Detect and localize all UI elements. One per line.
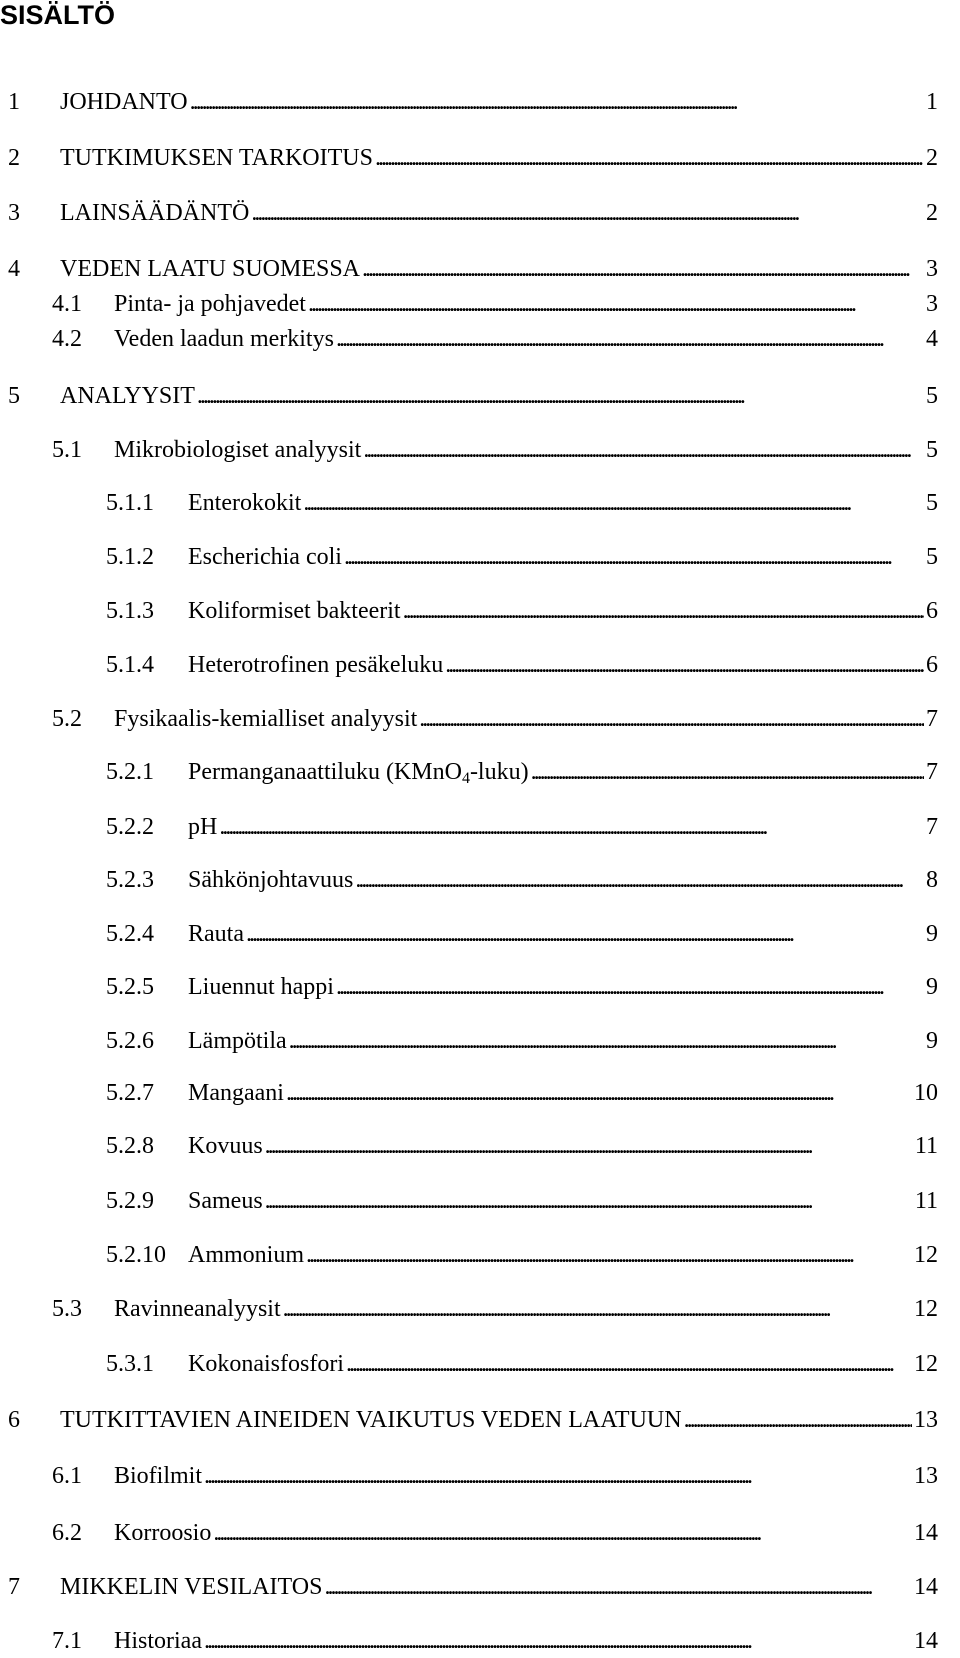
- toc-entry-number: 6: [8, 1407, 20, 1433]
- toc-entry-number: 2: [8, 145, 20, 171]
- toc-entry-label: Biofilmit: [114, 1463, 203, 1489]
- toc-entry[interactable]: [8, 379, 938, 413]
- dot-leader: [336, 322, 924, 356]
- toc-entry-label: Escherichia coli: [188, 544, 342, 570]
- dot-leader: [283, 1292, 912, 1326]
- dot-leader: [403, 594, 924, 628]
- toc-entry-label: TUTKIMUKSEN TARKOITUS: [60, 145, 373, 171]
- dot-leader: [289, 1024, 924, 1058]
- toc-entry[interactable]: [106, 810, 938, 844]
- toc-entry-label: Mikrobiologiset analyysit: [114, 437, 362, 463]
- toc-entry[interactable]: [106, 1347, 938, 1381]
- dot-leader: [303, 486, 924, 520]
- toc-entry-label: TUTKITTAVIEN AINEIDEN VAIKUTUS VEDEN LAATUUN: [60, 1407, 682, 1433]
- toc-entry-label: Fysikaalis-kemialliset analyysit: [114, 706, 418, 732]
- toc-entry[interactable]: [106, 648, 938, 682]
- dot-leader: [308, 287, 924, 321]
- toc-entry-page-number: 2: [926, 145, 938, 171]
- toc-entry[interactable]: [106, 755, 938, 789]
- toc-entry-label-part: -luku): [469, 759, 529, 785]
- toc-entry-number: 4.2: [52, 326, 82, 352]
- toc-entry-number: 1: [8, 89, 20, 115]
- toc-entry-label: Kokonaisfosfori: [188, 1351, 344, 1377]
- toc-entry-label: MIKKELIN VESILAITOS: [60, 1574, 323, 1600]
- toc-entry-number: 6.2: [52, 1520, 82, 1546]
- toc-entry-label: Enterokokit: [188, 490, 302, 516]
- dot-leader: [531, 755, 924, 789]
- toc-entry-number: 4: [8, 256, 20, 282]
- toc-entry-number: 5.2: [52, 706, 82, 732]
- toc-entry-number: 5: [8, 383, 20, 409]
- toc-entry-page-number: 7: [926, 759, 938, 785]
- toc-entry-label: Korroosio: [114, 1520, 212, 1546]
- dot-leader: [363, 433, 924, 467]
- toc-entry-label-part: Permanganaattiluku (KMnO: [188, 759, 462, 785]
- dot-leader: [213, 1516, 912, 1550]
- toc-entry-number: 5.2.1: [106, 759, 154, 785]
- toc-entry-label: JOHDANTO: [60, 89, 188, 115]
- toc-entry-number: 5.2.5: [106, 974, 154, 1000]
- toc-entry[interactable]: [8, 1570, 938, 1604]
- toc-entry-label: Sameus: [188, 1188, 263, 1214]
- toc-entry-page-number: 2: [926, 200, 938, 226]
- toc-entry-page-number: 6: [926, 598, 938, 624]
- toc-entry-page-number: 8: [926, 867, 938, 893]
- toc-entry-label: Veden laadun merkitys: [114, 326, 334, 352]
- dot-leader: [346, 1347, 912, 1381]
- toc-entry-number: 5.3.1: [106, 1351, 154, 1377]
- toc-entry-label: Mangaani: [188, 1080, 284, 1106]
- toc-entry-page-number: 11: [914, 1188, 938, 1214]
- toc-entry-number: 5.1: [52, 437, 82, 463]
- toc-entry[interactable]: [8, 141, 938, 175]
- toc-entry-number: 7: [8, 1574, 20, 1600]
- toc-entry-page-number: 9: [926, 974, 938, 1000]
- toc-entry-label: Sähkönjohtavuus: [188, 867, 354, 893]
- dot-leader: [355, 863, 924, 897]
- toc-entry-page-number: 14: [914, 1574, 938, 1600]
- toc-entry-page-number: 5: [926, 383, 938, 409]
- toc-entry-page-number: 12: [914, 1296, 938, 1322]
- toc-entry-label-subscript: 4: [461, 770, 470, 787]
- toc-entry-number: 5.2.9: [106, 1188, 154, 1214]
- toc-entry[interactable]: [52, 1516, 938, 1550]
- toc-entry-page-number: 1: [926, 89, 938, 115]
- toc-entry-label: Pinta- ja pohjavedet: [114, 291, 306, 317]
- toc-entry-label: Liuennut happi: [188, 974, 334, 1000]
- toc-entry[interactable]: [106, 540, 938, 574]
- toc-entry-number: 5.1.2: [106, 544, 154, 570]
- toc-entry-page-number: 7: [926, 814, 938, 840]
- dot-leader: [265, 1184, 913, 1218]
- dot-leader: [197, 379, 924, 413]
- toc-entry-number: 5.1.1: [106, 490, 154, 516]
- toc-entry-label: Rauta: [188, 921, 244, 947]
- dot-leader: [286, 1076, 912, 1110]
- toc-entry-label: VEDEN LAATU SUOMESSA: [60, 256, 361, 282]
- toc-entry[interactable]: [106, 1024, 938, 1058]
- toc-entry-page-number: 13: [914, 1407, 938, 1433]
- dot-leader: [375, 141, 924, 175]
- toc-entry-page-number: 14: [914, 1628, 938, 1654]
- toc-entry-number: 3: [8, 200, 20, 226]
- toc-entry[interactable]: [8, 196, 938, 230]
- toc-entry[interactable]: [52, 1624, 938, 1658]
- toc-entry-number: 5.2.4: [106, 921, 154, 947]
- toc-entry-page-number: 3: [926, 291, 938, 317]
- toc-entry[interactable]: [106, 970, 938, 1004]
- toc-entry[interactable]: [8, 85, 938, 119]
- toc-entry[interactable]: [52, 433, 938, 467]
- dot-leader: [336, 970, 924, 1004]
- toc-entry[interactable]: [106, 1238, 938, 1272]
- toc-entry-page-number: 13: [914, 1463, 938, 1489]
- toc-entry[interactable]: [52, 287, 938, 321]
- toc-entry-page-number: 9: [926, 921, 938, 947]
- dot-leader: [362, 252, 924, 286]
- toc-entry[interactable]: [106, 594, 938, 628]
- dot-leader: [204, 1624, 912, 1658]
- toc-entry-number: 7.1: [52, 1628, 82, 1654]
- toc-entry[interactable]: [106, 1129, 938, 1163]
- toc-entry-label: Ravinneanalyysit: [114, 1296, 281, 1322]
- toc-entry-label: LAINSÄÄDÄNTÖ: [60, 200, 250, 226]
- toc-entry-number: 5.1.3: [106, 598, 154, 624]
- toc-entry-page-number: 7: [926, 706, 938, 732]
- dot-leader: [306, 1238, 912, 1272]
- toc-entry-number: 5.2.6: [106, 1028, 154, 1054]
- dot-leader: [324, 1570, 912, 1604]
- toc-entry-number: 5.2.3: [106, 867, 154, 893]
- toc-entry-page-number: 9: [926, 1028, 938, 1054]
- dot-leader: [684, 1403, 912, 1437]
- toc-entry[interactable]: [52, 702, 938, 736]
- dot-leader: [445, 648, 924, 682]
- toc-entry[interactable]: [52, 1292, 938, 1326]
- toc-entry-page-number: 6: [926, 652, 938, 678]
- dot-leader: [265, 1129, 913, 1163]
- toc-entry-page-number: 14: [914, 1520, 938, 1546]
- toc-entry-label: ANALYYSIT: [60, 383, 195, 409]
- toc-entry-number: 5.3: [52, 1296, 82, 1322]
- toc-entry-page-number: 5: [926, 544, 938, 570]
- toc-entry-page-number: 3: [926, 256, 938, 282]
- toc-entry-number: 5.2.7: [106, 1080, 154, 1106]
- dot-leader: [204, 1459, 912, 1493]
- toc-entry-label: [188, 755, 529, 789]
- toc-entry-page-number: 12: [914, 1242, 938, 1268]
- toc-entry-page-number: 5: [926, 437, 938, 463]
- toc-entry-label: Koliformiset bakteerit: [188, 598, 401, 624]
- toc-entry-number: 5.2.10: [106, 1242, 166, 1268]
- toc-entry-label: Kovuus: [188, 1133, 263, 1159]
- toc-entry[interactable]: [106, 486, 938, 520]
- dot-leader: [419, 702, 924, 736]
- toc-entry[interactable]: [106, 1076, 938, 1110]
- toc-entry-label: Historiaa: [114, 1628, 202, 1654]
- dot-leader: [251, 196, 924, 230]
- toc-entry-label: pH: [188, 814, 218, 840]
- toc-entry[interactable]: [106, 917, 938, 951]
- toc-entry[interactable]: [8, 252, 938, 286]
- toc-entry-page-number: 12: [914, 1351, 938, 1377]
- page-title: SISÄLTÖ: [0, 0, 116, 30]
- toc-entry-page-number: 4: [926, 326, 938, 352]
- toc-entry-label: Lämpötila: [188, 1028, 287, 1054]
- toc-entry-number: 5.2.8: [106, 1133, 154, 1159]
- toc-entry-number: 6.1: [52, 1463, 82, 1489]
- toc-entry-number: 5.1.4: [106, 652, 154, 678]
- toc-entry[interactable]: [52, 322, 938, 356]
- toc-entry-label: Heterotrofinen pesäkeluku: [188, 652, 444, 678]
- toc-entry[interactable]: [8, 1403, 938, 1437]
- toc-entry-page-number: 10: [914, 1080, 938, 1106]
- toc-entry[interactable]: [106, 863, 938, 897]
- toc-entry[interactable]: [52, 1459, 938, 1493]
- toc-entry[interactable]: [106, 1184, 938, 1218]
- dot-leader: [246, 917, 924, 951]
- dot-leader: [344, 540, 924, 574]
- toc-entry-page-number: 5: [926, 490, 938, 516]
- toc-entry-number: 5.2.2: [106, 814, 154, 840]
- toc-entry-number: 4.1: [52, 291, 82, 317]
- toc-entry-label: Ammonium: [188, 1242, 305, 1268]
- dot-leader: [219, 810, 924, 844]
- dot-leader: [190, 85, 924, 119]
- toc-entry-page-number: 11: [914, 1133, 938, 1159]
